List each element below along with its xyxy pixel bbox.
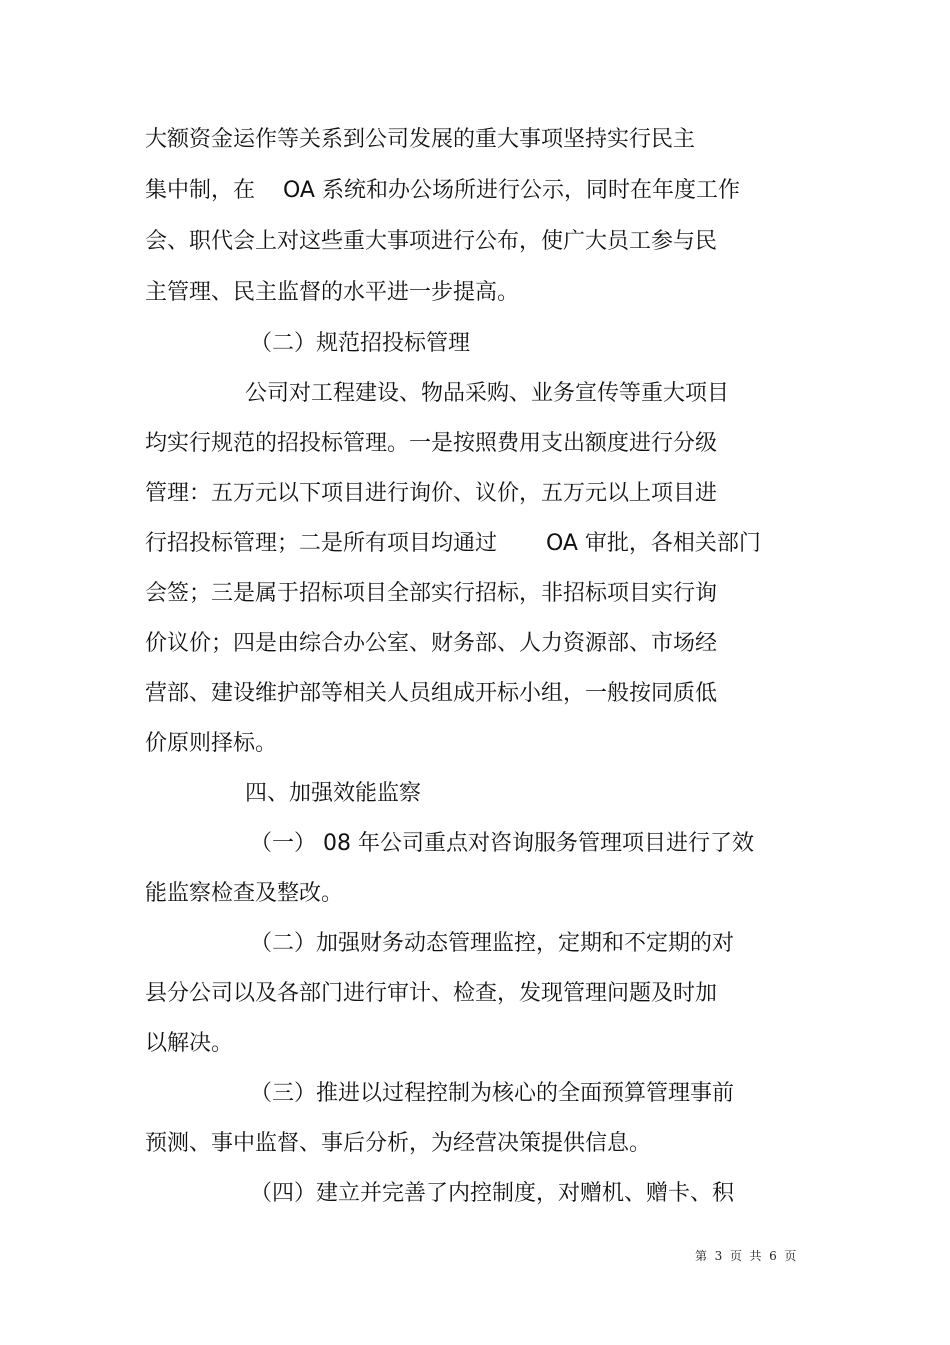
paragraph-line: 行招投标管理；二是所有项目均通过 OA 审批，各相关部门 [145, 531, 761, 556]
paragraph-line: 大额资金运作等关系到公司发展的重大事项坚持实行民主 [145, 127, 696, 152]
paragraph-line: 公司对工程建设、物品采购、业务宣传等重大项目 [245, 381, 730, 406]
paragraph-line: 预测、事中监督、事后分析，为经营决策提供信息。 [145, 1131, 652, 1156]
paragraph-line: 营部、建设维护部等相关人员组成开标小组，一般按同质低 [145, 681, 718, 706]
section-heading: （二）规范招投标管理 [250, 331, 471, 356]
paragraph-line: （四）建立并完善了内控制度，对赠机、赠卡、积 [250, 1181, 735, 1206]
paragraph-line: 集中制，在 OA 系统和办公场所进行公示，同时在年度工作 [145, 178, 740, 203]
paragraph-line: （三）推进以过程控制为核心的全面预算管理事前 [250, 1081, 735, 1106]
paragraph-line: 管理：五万元以下项目进行询价、议价，五万元以上项目进 [145, 481, 718, 506]
page-number-footer: 第 3 页 共 6 页 [695, 1249, 797, 1263]
section-heading: 四、加强效能监察 [245, 781, 422, 806]
paragraph-line: 主管理、民主监督的水平进一步提高。 [145, 280, 520, 305]
paragraph-line: 价原则择标。 [145, 731, 278, 756]
paragraph-line: 能监察检查及整改。 [145, 881, 344, 906]
paragraph-line: 均实行规范的招投标管理。一是按照费用支出额度进行分级 [145, 431, 718, 456]
paragraph-line: （二）加强财务动态管理监控，定期和不定期的对 [250, 931, 735, 956]
paragraph-line: 价议价；四是由综合办公室、财务部、人力资源部、市场经 [145, 631, 718, 656]
paragraph-line: 会、职代会上对这些重大事项进行公布，使广大员工参与民 [145, 229, 718, 254]
paragraph-line: 以解决。 [145, 1031, 234, 1056]
paragraph-line: 会签；三是属于招标项目全部实行招标，非招标项目实行询 [145, 581, 718, 606]
paragraph-line: （一） 08 年公司重点对咨询服务管理项目进行了效 [250, 831, 754, 856]
paragraph-line: 县分公司以及各部门进行审计、检查，发现管理问题及时加 [145, 981, 718, 1006]
